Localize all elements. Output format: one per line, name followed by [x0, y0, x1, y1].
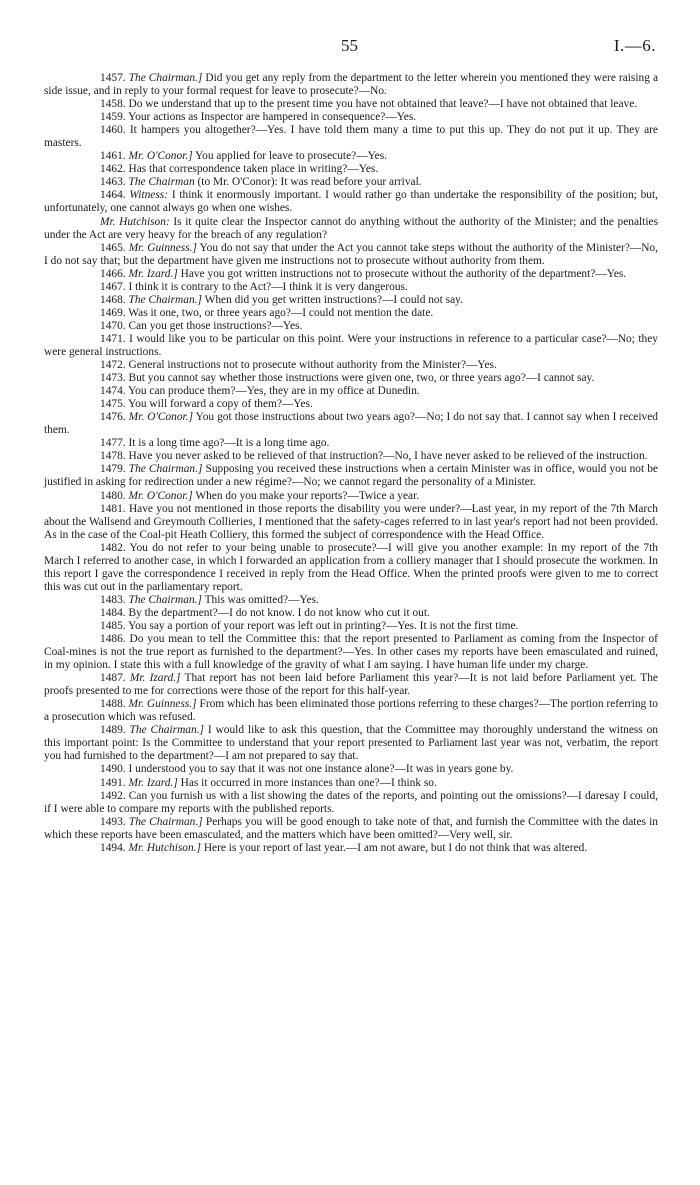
testimony-paragraph — [44, 385, 658, 398]
testimony-text: Can you get those instructions?—Yes. — [128, 319, 303, 332]
testimony-paragraph — [44, 698, 658, 724]
question-number: 1489. — [100, 724, 126, 737]
question-number: 1458. — [100, 98, 126, 111]
speaker-name: The Chairman.] — [128, 815, 203, 828]
testimony-text: When do you make your reports?—Twice a year. — [195, 489, 420, 502]
testimony-paragraph — [44, 242, 658, 268]
testimony-text: Was it one, two, or three years ago?—I could not mention the date. — [128, 306, 434, 319]
question-number: 1473. — [100, 372, 126, 385]
testimony-paragraph — [44, 763, 658, 776]
testimony-paragraph — [44, 307, 658, 320]
question-number: 1466. — [100, 267, 126, 280]
testimony-text: I think it is contrary to the Act?—I think it is very dangerous. — [128, 280, 408, 293]
question-number: 1488. — [100, 698, 126, 711]
page-number: 55 — [341, 36, 358, 55]
testimony-paragraph — [44, 98, 658, 111]
testimony-paragraph — [44, 542, 658, 594]
question-number: 1478. — [100, 450, 126, 463]
question-number: 1485. — [100, 619, 126, 632]
question-number: 1472. — [100, 359, 126, 372]
question-number: 1464. — [100, 189, 126, 202]
question-number: 1492. — [100, 789, 126, 802]
question-number: 1493. — [100, 815, 126, 828]
speaker-name: Mr. O'Conor.] — [128, 489, 193, 502]
testimony-paragraph — [44, 594, 658, 607]
testimony-text: Your actions as Inspector are hampered in consequence?—Yes. — [128, 111, 417, 124]
question-number: 1470. — [100, 319, 126, 332]
transcript-body — [44, 72, 658, 855]
speaker-name: Mr. Izard.] — [128, 267, 178, 280]
testimony-paragraph — [44, 281, 658, 294]
testimony-text: Have you not mentioned in those reports the disability you were under?—Last year, in my report of the 7th March about the Wallsend and Greymouth Collieries, I mentioned that the safety-cages referred to in last year's report had not been provided. As in the case of the Coal-pit Heath Colliery, this formed the subject of correspondence with the Head Office. — [44, 502, 658, 541]
testimony-text: I think it enormously important. I would rather go than undertake the responsibility of the position; but, unfortunately, one cannot always go when one wishes. — [44, 189, 658, 215]
testimony-paragraph — [44, 411, 658, 437]
testimony-text: You can produce them?—Yes, they are in my office at Dunedin. — [128, 385, 420, 398]
testimony-paragraph — [44, 620, 658, 633]
testimony-text: You do not say that under the Act you cannot take steps without the authority of the Minister?—No, I do not say that; but the department have given me instructions not to prosecute without authority from them. — [44, 241, 658, 267]
speaker-name: Mr. O'Conor.] — [128, 150, 193, 163]
testimony-paragraph — [44, 176, 658, 189]
speaker-name: Mr. Hutchison: — [100, 215, 170, 228]
question-number: 1461. — [100, 150, 126, 163]
testimony-text: Do you mean to tell the Committee this: that the report presented to Parliament as coming from the Inspector of Coal-mines is not the true report as furnished to the department?—Yes. In other cases my reports have been emasculated and ruined, in my opinion. I state this with a full knowledge of the gravity of what I am saying. I have human life under my charge. — [44, 633, 658, 672]
question-number: 1483. — [100, 593, 126, 606]
testimony-text: Perhaps you will be good enough to take note of that, and furnish the Committee with the dates in which these reports have been emasculated, and the matters which have been omitted?—Very well, sir. — [44, 815, 659, 841]
testimony-paragraph — [44, 724, 658, 763]
question-number: 1481. — [100, 502, 126, 515]
testimony-paragraph — [44, 816, 658, 842]
testimony-text: You will forward a copy of them?—Yes. — [128, 398, 313, 411]
testimony-text: It is a long time ago?—It is a long time ago. — [128, 437, 330, 450]
testimony-paragraph — [44, 372, 658, 385]
question-number: 1469. — [100, 306, 126, 319]
testimony-paragraph — [44, 72, 658, 98]
testimony-text: Can you furnish us with a list showing the dates of the reports, and pointing out the omissions?—I daresay I could, if I were able to compare my reports with the published reports. — [44, 789, 658, 815]
question-number: 1479. — [100, 463, 126, 476]
speaker-name: The Chairman.] — [128, 593, 202, 606]
testimony-text: I understood you to say that it was not one instance alone?—It was in years gone by. — [128, 763, 514, 776]
question-number: 1457. — [100, 72, 126, 84]
testimony-paragraph — [44, 607, 658, 620]
testimony-paragraph — [44, 216, 658, 242]
testimony-text: It hampers you altogether?—Yes. I have told them many a time to put this up. They do not put it up. They are masters. — [44, 124, 658, 150]
question-number: 1471. — [100, 332, 126, 345]
testimony-text: Supposing you received these instructions when a certain Minister was in office, would you not be justified in asking for redirection under a new régime?—No; we cannot regard the personality of a Minister. — [44, 463, 658, 489]
speaker-name: Mr. Guinness.] — [128, 241, 197, 254]
testimony-text: This was omitted?—Yes. — [204, 593, 319, 606]
testimony-paragraph — [44, 490, 658, 503]
question-number: 1460. — [100, 124, 126, 137]
question-number: 1467. — [100, 280, 126, 293]
question-number: 1459. — [100, 111, 126, 124]
speaker-name: Witness: — [129, 189, 169, 202]
speaker-name: Mr. Izard.] — [128, 776, 178, 789]
testimony-paragraph — [44, 842, 658, 855]
question-number: 1484. — [100, 606, 126, 619]
testimony-text: Here is your report of last year.—I am not aware, but I do not think that was altered. — [203, 841, 588, 854]
testimony-text: From which has been eliminated those portions referring to these charges?—The portion referring to a prosecution which was refused. — [44, 698, 658, 724]
testimony-text: I would like you to be particular on this point. Were your instructions in reference to a particular case?—No; they were general instructions. — [44, 332, 658, 358]
question-number: 1487. — [100, 672, 126, 685]
testimony-text: (to Mr. O'Conor): It was read before your arrival. — [197, 176, 422, 189]
page-header — [0, 36, 700, 56]
testimony-text: I would like to ask this question, that the Committee may thoroughly understand the witness on this important point: Is the Committee to understand that your report presented to Parliament last year was not, verbatim, the report you had furnished to the department?—I am not prepared to say that. — [44, 724, 659, 763]
testimony-paragraph — [44, 124, 658, 150]
testimony-text: Has it occurred in more instances than one?—I think so. — [180, 776, 437, 789]
question-number: 1486. — [100, 633, 126, 646]
question-number: 1477. — [100, 437, 126, 450]
testimony-paragraph — [44, 189, 658, 215]
testimony-paragraph — [44, 163, 658, 176]
document-reference: I.—6. — [613, 36, 656, 55]
speaker-name: Mr. O'Conor.] — [128, 411, 193, 424]
testimony-text: Have you got written instructions not to prosecute without the authority of the department?—Yes. — [180, 267, 627, 280]
testimony-text: Do we understand that up to the present time you have not obtained that leave?—I have not obtained that leave. — [128, 98, 638, 111]
testimony-paragraph — [44, 268, 658, 281]
question-number: 1462. — [100, 163, 126, 176]
speaker-name: Mr. Hutchison.] — [128, 841, 201, 854]
testimony-paragraph — [44, 333, 658, 359]
speaker-name: Mr. Izard.] — [129, 672, 181, 685]
testimony-text: Is it quite clear the Inspector cannot do anything without the authority of the Minister; and the penalties under the Act are very heavy for the breach of any regulation? — [44, 215, 659, 241]
testimony-text: You say a portion of your report was left out in printing?—Yes. It is not the first time. — [128, 619, 519, 632]
testimony-paragraph — [44, 503, 658, 542]
testimony-paragraph — [44, 790, 658, 816]
testimony-text: That report has not been laid before Parliament this year?—It is not laid before Parliament yet. The proofs presented to me for corrections were those of the report for this half-year. — [44, 672, 658, 698]
testimony-paragraph — [44, 672, 658, 698]
speaker-name: The Chairman.] — [128, 293, 202, 306]
speaker-name: The Chairman — [128, 176, 195, 189]
testimony-paragraph — [44, 294, 658, 307]
testimony-text: General instructions not to prosecute without authority from the Minister?—Yes. — [128, 359, 497, 372]
question-number: 1463. — [100, 176, 126, 189]
question-number: 1468. — [100, 293, 126, 306]
question-number: 1474. — [100, 385, 126, 398]
testimony-paragraph — [44, 111, 658, 124]
question-number: 1475. — [100, 398, 126, 411]
testimony-text: You applied for leave to prosecute?—Yes. — [195, 150, 388, 163]
testimony-text: You got those instructions about two years ago?—No; I do not say that. I cannot say when I received them. — [44, 411, 658, 437]
speaker-name: The Chairman.] — [128, 463, 203, 476]
testimony-paragraph — [44, 398, 658, 411]
testimony-text: Have you never asked to be relieved of that instruction?—No, I have never asked to be relieved of the instruction. — [128, 450, 648, 463]
testimony-paragraph — [44, 777, 658, 790]
testimony-paragraph — [44, 463, 658, 489]
testimony-text: When did you get written instructions?—I could not say. — [204, 293, 463, 306]
testimony-text: Has that correspondence taken place in writing?—Yes. — [128, 163, 379, 176]
testimony-paragraph — [44, 359, 658, 372]
testimony-text: By the department?—I do not know. I do not know who cut it out. — [128, 606, 430, 619]
testimony-text: You do not refer to your being unable to prosecute?—I will give you another example: In my report of the 7th March I referred to another case, in which I forwarded an application from a colliery manager that I should prosecute the workmen. In this report I gave the correspondence I received in reply from the Head Office. When the printed proofs were given to me to correct this was cut out in the parliamentary report. — [44, 541, 658, 593]
question-number: 1480. — [100, 489, 126, 502]
testimony-paragraph — [44, 633, 658, 672]
testimony-paragraph — [44, 150, 658, 163]
question-number: 1494. — [100, 841, 126, 854]
testimony-paragraph — [44, 437, 658, 450]
testimony-paragraph — [44, 450, 658, 463]
testimony-text: Did you get any reply from the department to the letter wherein you mentioned they were raising a side issue, and in reply to your formal request for leave to prosecute?—No. — [44, 72, 658, 98]
question-number: 1476. — [100, 411, 126, 424]
question-number: 1491. — [100, 776, 126, 789]
speaker-name: Mr. Guinness.] — [128, 698, 197, 711]
speaker-name: The Chairman.] — [129, 724, 204, 737]
question-number: 1490. — [100, 763, 126, 776]
speaker-name: The Chairman.] — [128, 72, 203, 84]
testimony-text: But you cannot say whether those instructions were given one, two, or three years ago?—I cannot say. — [128, 372, 595, 385]
question-number: 1465. — [100, 241, 126, 254]
testimony-paragraph — [44, 320, 658, 333]
question-number: 1482. — [100, 541, 126, 554]
